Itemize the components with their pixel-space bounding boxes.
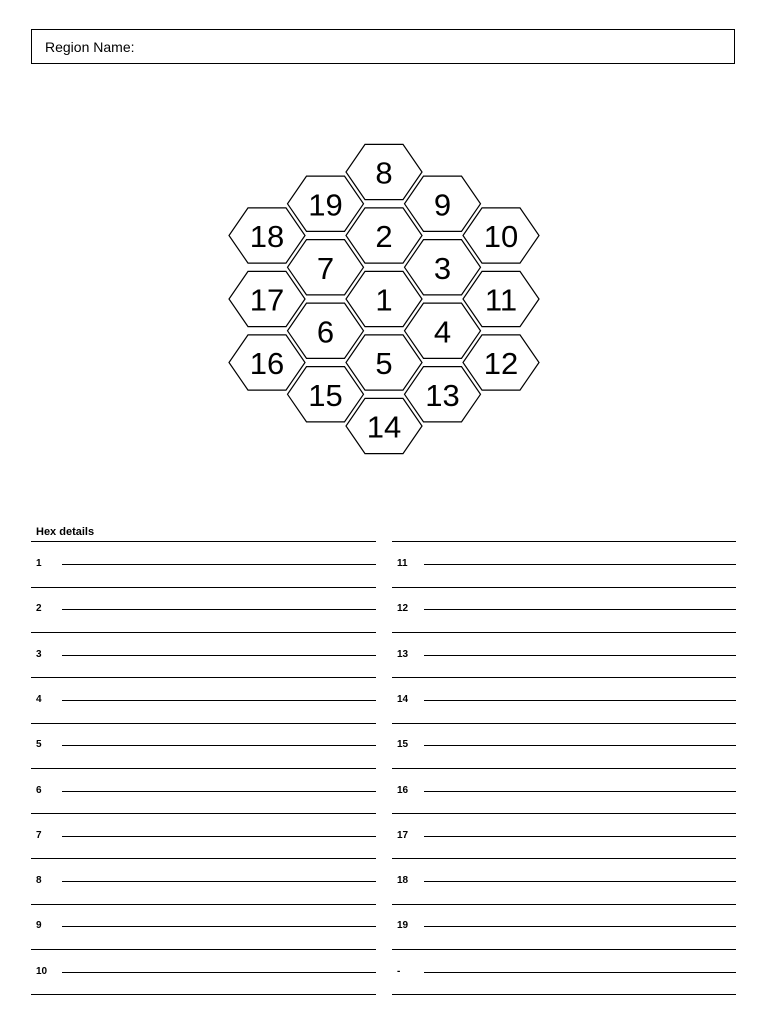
row-separator [392,813,736,814]
hex-detail-line[interactable] [62,745,376,746]
hex-detail-line[interactable] [62,564,376,565]
hex-number: 11 [484,282,518,318]
row-separator [31,813,376,814]
hex-number: 13 [425,377,460,413]
row-separator [31,904,376,905]
hex-number: 7 [316,250,335,286]
hex-number: 9 [433,187,452,223]
row-separator [392,858,736,859]
hex-detail-line[interactable] [62,972,376,973]
hex-number: 19 [308,187,343,223]
hex-detail-line[interactable] [62,700,376,701]
row-separator [392,587,736,588]
hex-detail-line[interactable] [62,926,376,927]
row-separator [392,994,736,995]
hex-number: 3 [433,250,452,286]
hex-number: 12 [483,346,519,381]
row-separator [392,949,736,950]
hex-detail-line[interactable] [62,791,376,792]
hex-detail-number: 13 [397,648,409,660]
hex-detail-line[interactable] [424,881,736,882]
row-separator [31,677,376,678]
row-separator [31,587,376,588]
row-separator [31,949,376,950]
hex-detail-number: 18 [397,875,409,887]
hex-detail-number: 12 [397,603,409,615]
hex-number: 14 [366,409,402,445]
hex-detail-number: 5 [36,739,42,751]
hex-detail-line[interactable] [62,609,376,610]
row-separator [392,723,736,724]
hex-detail-number: 2 [36,603,42,615]
hex-detail-number: 14 [397,693,409,705]
hex-number: 1 [375,282,393,318]
hex-map [0,0,768,500]
hex-detail-number: 19 [397,920,409,932]
hex-detail-line[interactable] [424,745,736,746]
hex-details-title: Hex details [36,526,95,538]
hex-number: 18 [249,219,285,254]
hex-detail-line[interactable] [424,700,736,701]
hex-detail-number: - [397,965,401,977]
hex-detail-number: 10 [36,965,48,977]
hex-detail-number: 11 [397,558,408,569]
hex-detail-line[interactable] [424,609,736,610]
section-rule [392,541,736,542]
hex-number: 5 [375,346,393,381]
hex-detail-number: 8 [36,875,42,887]
hex-number: 8 [375,155,393,191]
hex-detail-number: 15 [397,739,409,751]
hex-number: 6 [316,314,335,350]
hex-detail-line[interactable] [424,655,736,656]
hex-detail-line[interactable] [424,836,736,837]
hex-detail-number: 17 [397,829,409,841]
hex-detail-line[interactable] [424,564,736,565]
row-separator [31,858,376,859]
hex-number: 15 [308,377,343,413]
hex-number: 16 [249,346,285,381]
row-separator [392,632,736,633]
hex-detail-line[interactable] [424,926,736,927]
hex-number: 2 [375,219,393,254]
hex-detail-number: 3 [36,648,42,660]
hex-detail-number: 1 [36,558,42,569]
row-separator [392,768,736,769]
hex-detail-line[interactable] [62,881,376,882]
hex-detail-number: 6 [36,784,42,796]
hex-detail-number: 4 [36,693,42,705]
section-rule [31,541,376,542]
row-separator [31,723,376,724]
row-separator [392,677,736,678]
region-name-label: Region Name: [45,39,135,55]
hex-detail-number: 9 [36,920,42,932]
row-separator [31,994,376,995]
hex-number: 10 [483,219,519,254]
hex-detail-line[interactable] [424,972,736,973]
row-separator [31,632,376,633]
hex-number: 17 [249,282,285,318]
hex-detail-line[interactable] [424,791,736,792]
row-separator [392,904,736,905]
hex-detail-number: 7 [36,829,42,841]
row-separator [31,768,376,769]
hex-detail-number: 16 [397,784,409,796]
hex-detail-line[interactable] [62,655,376,656]
hex-number: 4 [433,314,452,350]
hex-detail-line[interactable] [62,836,376,837]
